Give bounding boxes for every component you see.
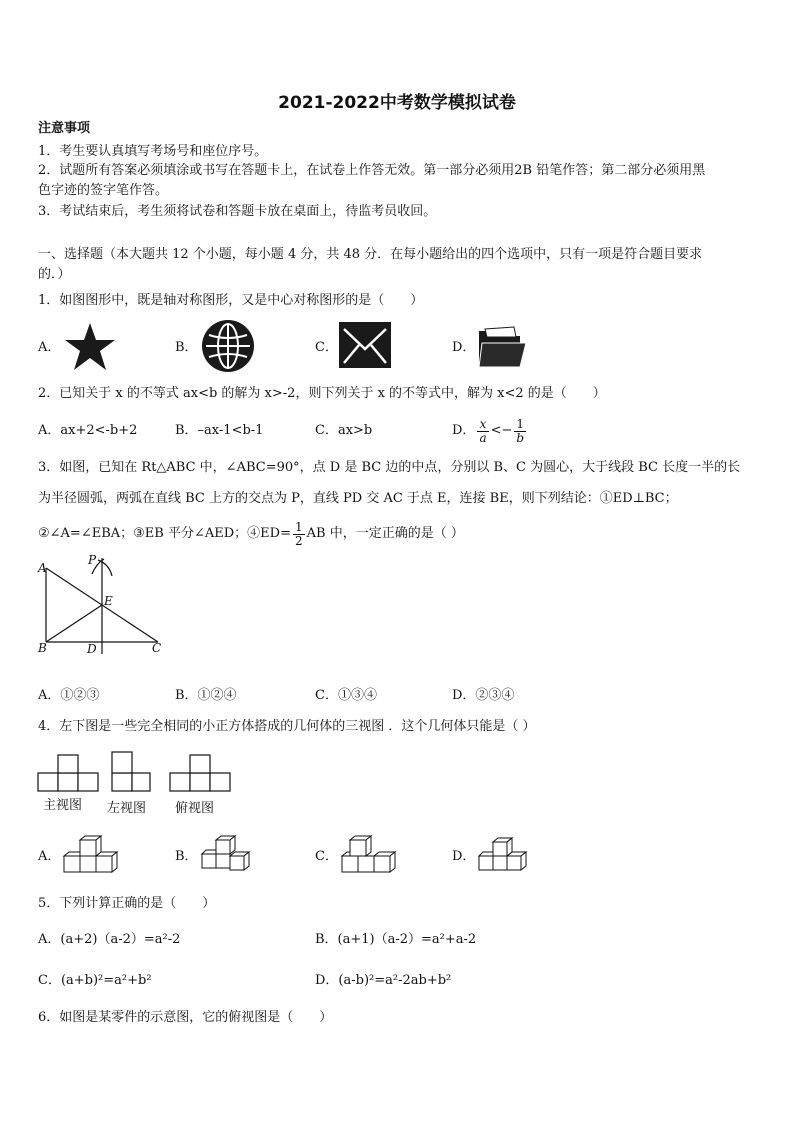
notice-item-1: 1．考生要认真填写考场号和座位序号。 bbox=[38, 144, 268, 159]
point-a-label: A bbox=[38, 561, 47, 575]
top-view-label: 俯视图 bbox=[175, 801, 215, 816]
q5-option-b: B．(a+1)（a-2）=a²+a-2 bbox=[315, 932, 477, 947]
q2-option-d-fraction-x-a: $\frac{x}{a}$ bbox=[479, 416, 487, 445]
question-3-line-1: 3．如图，已知在 Rt△ABC 中，∠ABC=90°，点 D 是 BC 边的中点，分别以 B、C 为圆心，大于线段 BC 长度一半的长 bbox=[38, 460, 741, 475]
q1-option-b-label: B． bbox=[175, 340, 198, 355]
notice-heading: 注意事项 bbox=[38, 121, 91, 136]
star-icon bbox=[62, 321, 118, 373]
globe-icon bbox=[200, 318, 256, 374]
q1-option-c-label: C． bbox=[315, 340, 338, 355]
q3-option-c: C．①③④ bbox=[315, 688, 377, 703]
q4-option-a-label: A． bbox=[38, 849, 61, 864]
question-1-stem: 1．如图图形中，既是轴对称图形，又是中心对称图形的是（ ） bbox=[38, 293, 424, 308]
q5-option-c: C．(a+b)²=a²+b² bbox=[38, 973, 152, 988]
envelope-icon bbox=[338, 321, 392, 369]
point-b-label: B bbox=[38, 641, 47, 655]
q2-option-c: C．ax>b bbox=[315, 423, 373, 438]
question-4-stem: 4．左下图是一些完全相同的小正方体搭成的几何体的三视图 ．这个几何体只能是（ ） bbox=[38, 719, 536, 734]
q2-option-d bbox=[452, 414, 528, 448]
point-e-label: E bbox=[104, 594, 113, 608]
q4-option-b-label: B． bbox=[175, 849, 198, 864]
point-c-label: C bbox=[152, 641, 162, 655]
notice-item-3: 3．考试结束后，考生须将试卷和答题卡放在桌面上，待监考员收回。 bbox=[38, 204, 437, 219]
three-views-figure bbox=[36, 748, 236, 794]
front-view-label: 主视图 bbox=[43, 798, 83, 813]
q3-line-3-part-a: ②∠A=∠EBA；③EB 平分∠AED；④ED= bbox=[38, 526, 291, 541]
q2-option-d-relation: <− bbox=[490, 423, 513, 438]
q1-option-a-label: A． bbox=[38, 340, 61, 355]
q4-option-b-solid bbox=[200, 834, 262, 874]
q4-option-c-solid bbox=[340, 832, 404, 874]
q3-option-b: B．①②④ bbox=[175, 688, 237, 703]
question-3-line-2: 为半径圆弧，两弧在直线 BC 上方的交点为 P，直线 PD 交 AC 于点 E，连接 BE，则下列结论：①ED⊥BC； bbox=[38, 491, 678, 506]
q4-option-a-solid bbox=[62, 832, 130, 874]
q3-option-a: A．①②③ bbox=[38, 688, 100, 703]
q3-option-d: D．②③④ bbox=[452, 688, 515, 703]
triangle-figure bbox=[36, 554, 168, 658]
question-3-line-3 bbox=[38, 517, 464, 551]
q2-option-a: A．ax+2<-b+2 bbox=[38, 423, 138, 438]
q3-line-3-part-b: AB 中，一定正确的是（ ） bbox=[306, 526, 464, 541]
q2-option-d-fraction-1-b: $\frac{1}{b}$ bbox=[516, 416, 525, 445]
q4-option-c-label: C． bbox=[315, 849, 338, 864]
q2-option-d-label: D． bbox=[452, 423, 476, 438]
q1-option-d-label: D． bbox=[452, 340, 476, 355]
section-heading-cont: 的．） bbox=[38, 267, 71, 282]
left-view-label: 左视图 bbox=[107, 801, 147, 816]
q3-fraction-half: $\frac{1}{2}$ bbox=[294, 519, 303, 548]
q5-option-a: A．(a+2)（a-2）=a²-2 bbox=[38, 932, 181, 947]
folder-icon bbox=[476, 325, 528, 371]
question-6-stem: 6．如图是某零件的示意图，它的俯视图是（ ） bbox=[38, 1010, 333, 1025]
notice-item-2: 2．试题所有答案必须填涂或书写在答题卡上，在试卷上作答无效。第一部分必须用2B 铅笔作答；第二部分必须用黑 bbox=[38, 163, 706, 178]
q5-option-d: D．(a-b)²=a²-2ab+b² bbox=[315, 973, 452, 988]
section-heading: 一、选择题（本大题共 12 个小题，每小题 4 分，共 48 分．在每小题给出的四个选项中，只有一项是符合题目要求 bbox=[38, 247, 703, 262]
question-2-stem: 2．已知关于 x 的不等式 ax<b 的解为 x>-2，则下列关于 x 的不等式中，解为 x<2 的是（ ） bbox=[38, 386, 606, 401]
question-5-stem: 5．下列计算正确的是（ ） bbox=[38, 896, 216, 911]
q4-option-d-label: D． bbox=[452, 849, 476, 864]
point-d-label: D bbox=[87, 642, 97, 656]
exam-title: 2021-2022中考数学模拟试卷 bbox=[278, 93, 516, 113]
q4-option-d-solid bbox=[477, 834, 539, 874]
q2-option-b: B．–ax-1<b-1 bbox=[175, 423, 264, 438]
point-p-label: P bbox=[88, 553, 97, 567]
notice-item-2-cont: 色字迹的签字笔作答。 bbox=[38, 183, 169, 198]
